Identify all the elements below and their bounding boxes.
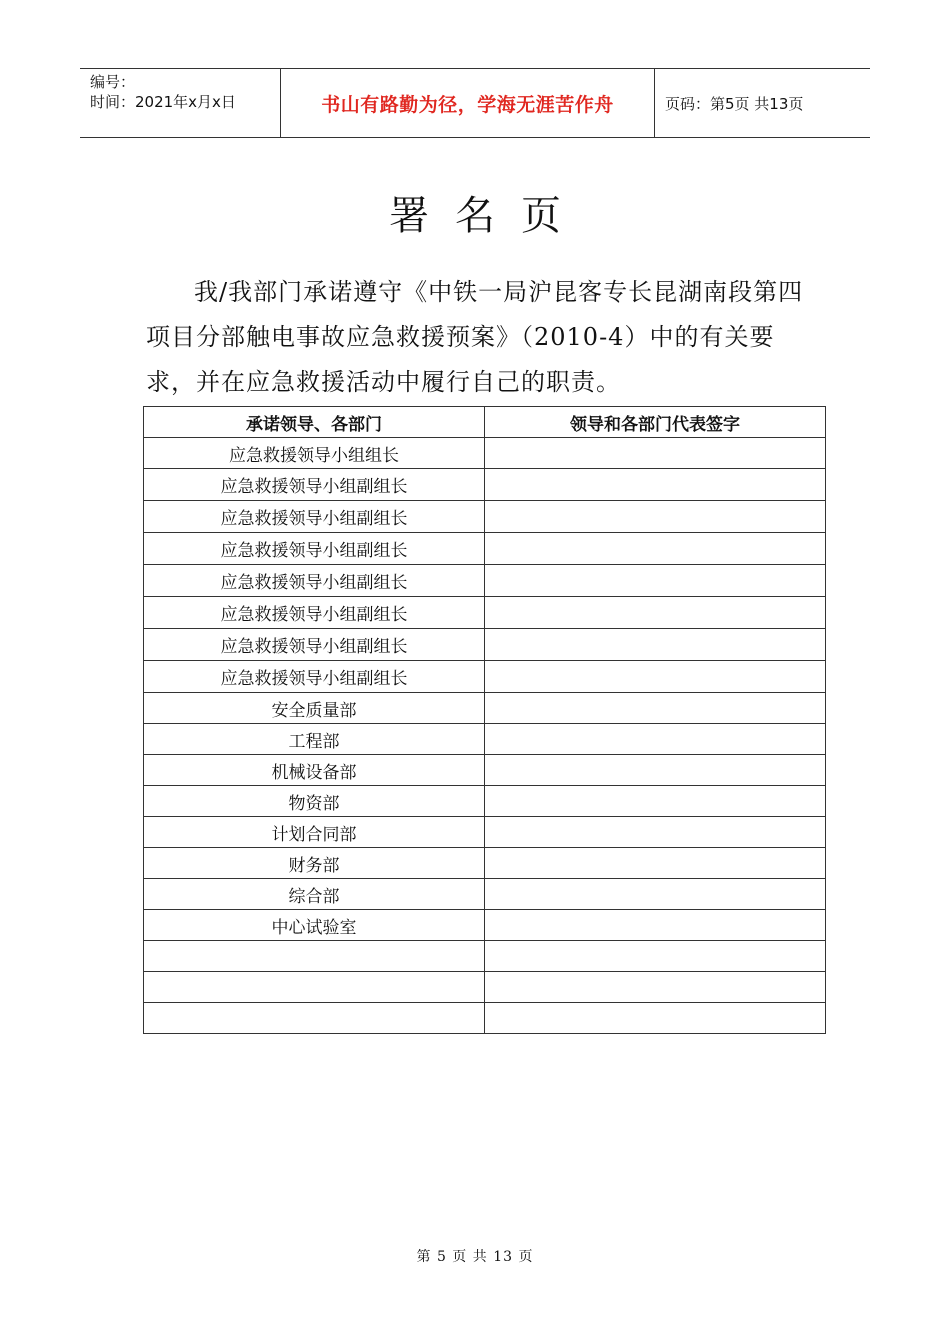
commitment-paragraph: 我/我部门承诺遵守《中铁一局沪昆客专长昆湖南段第四项目分部触电事故应急救援预案》（2010-4）中的有关要求，并在应急救援活动中履行自己的职责。 <box>146 278 804 396</box>
signature-cell[interactable] <box>485 597 826 629</box>
signature-cell[interactable] <box>485 501 826 533</box>
department-cell: 工程部 <box>144 724 485 755</box>
department-cell <box>144 1003 485 1034</box>
department-cell: 应急救援领导小组副组长 <box>144 629 485 661</box>
table-row <box>144 817 826 848</box>
department-cell: 中心试验室 <box>144 910 485 941</box>
table-row <box>144 755 826 786</box>
department-cell: 应急救援领导小组副组长 <box>144 661 485 693</box>
column-header-department: 承诺领导、各部门 <box>144 407 485 438</box>
department-cell: 机械设备部 <box>144 755 485 786</box>
signature-cell[interactable] <box>485 469 826 501</box>
table-row <box>144 597 826 629</box>
signature-cell[interactable] <box>485 565 826 597</box>
table-row <box>144 1003 826 1034</box>
department-cell: 应急救援领导小组组长 <box>144 438 485 469</box>
department-cell: 应急救援领导小组副组长 <box>144 501 485 533</box>
table-row <box>144 941 826 972</box>
department-cell: 应急救援领导小组副组长 <box>144 565 485 597</box>
signature-table <box>143 406 826 1034</box>
table-row <box>144 910 826 941</box>
department-cell: 安全质量部 <box>144 693 485 724</box>
department-cell <box>144 972 485 1003</box>
document-date: 时间：2021年x月x日 <box>90 93 236 111</box>
table-row <box>144 629 826 661</box>
signature-cell[interactable] <box>485 879 826 910</box>
table-row <box>144 724 826 755</box>
header-meta <box>80 69 281 137</box>
signature-cell[interactable] <box>485 817 826 848</box>
header-motto-cell <box>281 69 655 137</box>
table-row <box>144 565 826 597</box>
department-cell: 应急救援领导小组副组长 <box>144 533 485 565</box>
table-row <box>144 972 826 1003</box>
table-row <box>144 501 826 533</box>
page-title: 署名页 <box>389 193 587 239</box>
signature-cell[interactable] <box>485 661 826 693</box>
signature-cell[interactable] <box>485 972 826 1003</box>
department-cell: 应急救援领导小组副组长 <box>144 597 485 629</box>
signature-cell[interactable] <box>485 438 826 469</box>
signature-cell[interactable] <box>485 848 826 879</box>
signature-cell[interactable] <box>485 755 826 786</box>
signature-cell[interactable] <box>485 693 826 724</box>
department-cell <box>144 941 485 972</box>
table-row <box>144 533 826 565</box>
table-row <box>144 848 826 879</box>
header-motto: 书山有路勤为径，学海无涯苦作舟 <box>321 93 614 116</box>
signature-cell[interactable] <box>485 629 826 661</box>
page-header <box>80 68 870 138</box>
page-footer: 第 5 页 共 13 页 <box>416 1249 534 1265</box>
signature-cell[interactable] <box>485 1003 826 1034</box>
department-cell: 综合部 <box>144 879 485 910</box>
header-page-info: 页码：第5页 共13页 <box>665 94 804 113</box>
table-row <box>144 661 826 693</box>
department-cell: 计划合同部 <box>144 817 485 848</box>
department-cell: 物资部 <box>144 786 485 817</box>
column-header-signature: 领导和各部门代表签字 <box>485 407 826 438</box>
signature-cell[interactable] <box>485 910 826 941</box>
table-row <box>144 879 826 910</box>
signature-cell[interactable] <box>485 786 826 817</box>
signature-cell[interactable] <box>485 941 826 972</box>
department-cell: 财务部 <box>144 848 485 879</box>
signature-cell[interactable] <box>485 533 826 565</box>
table-row <box>144 693 826 724</box>
document-number: 编号： <box>90 73 136 91</box>
table-row <box>144 438 826 469</box>
signature-cell[interactable] <box>485 724 826 755</box>
table-row <box>144 786 826 817</box>
department-cell: 应急救援领导小组副组长 <box>144 469 485 501</box>
table-row <box>144 469 826 501</box>
table-header-row <box>144 407 826 438</box>
